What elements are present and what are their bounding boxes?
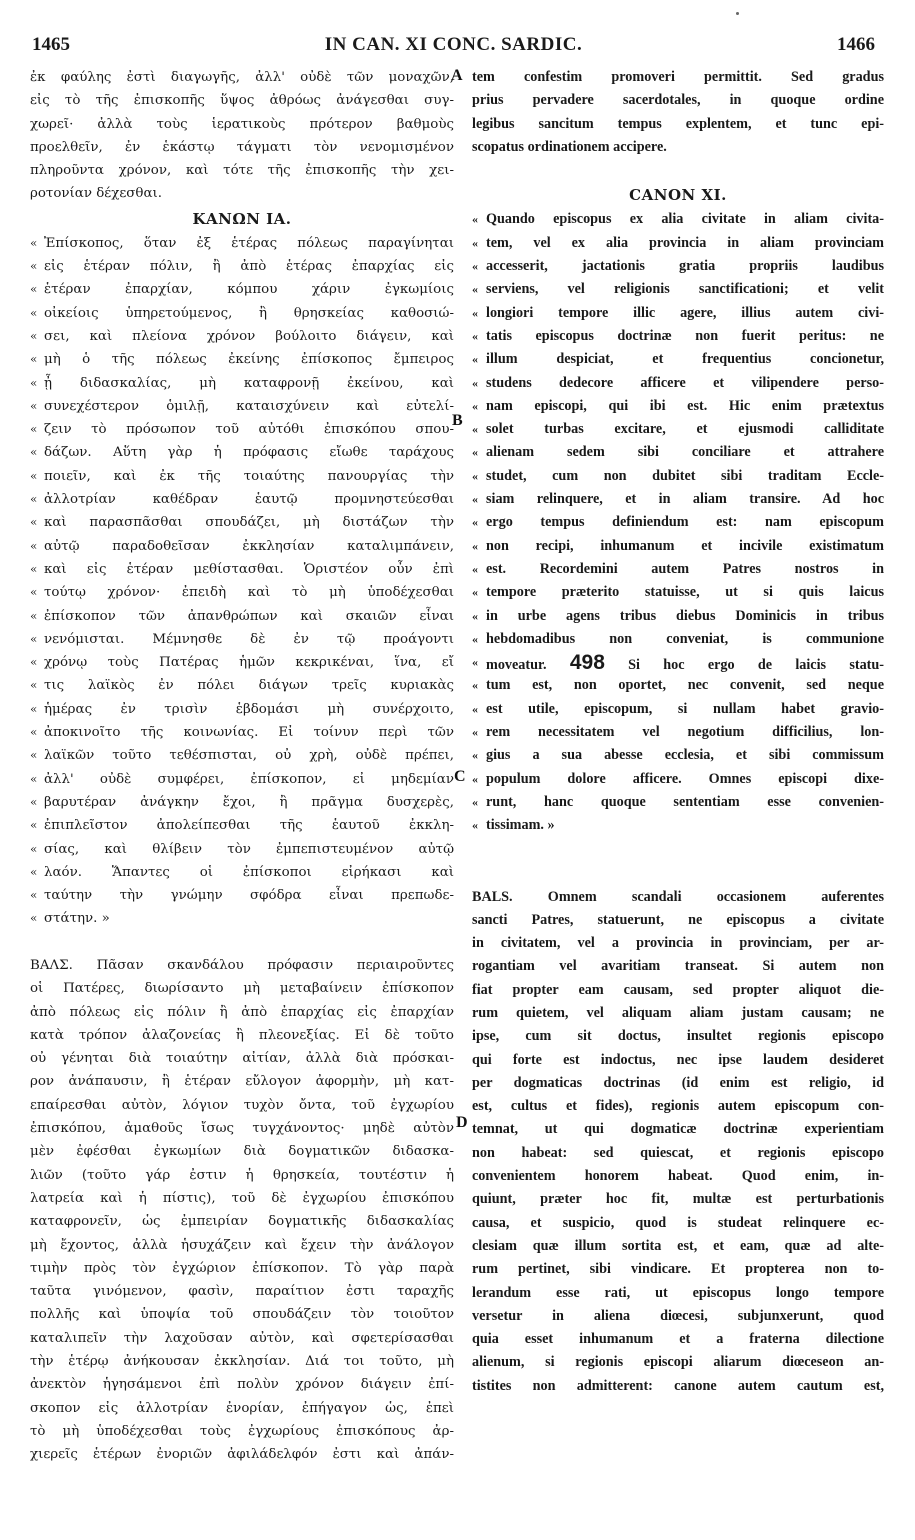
- greek-line: εἰς τὸ τῆς ἐπισκοπῆς ὕψος ἀθρόως ἀνάγεσθαι συγ-: [30, 93, 454, 109]
- greek-commentary-line: μὴ ἔχοντος, ἀλλὰ ἡσυχάζειν καὶ ἔχειν τὴν ἀνάλογον: [30, 1237, 454, 1253]
- latin-commentary-line: in civitatem, vel a provincia in provinciam, per ar-: [472, 935, 884, 952]
- speck: [736, 12, 739, 15]
- greek-canon-line: « στάτην. »: [30, 907, 454, 930]
- latin-commentary-line: quia esset inhumanum et a fraterna dilectione: [472, 1331, 884, 1348]
- latin-intro: [472, 66, 884, 159]
- greek-commentary-line: τὴν ἑτέρῳ ἀνήκουσαν ἐκκλησίαν. Διά τοι τοῦτο, μὴ: [30, 1354, 454, 1370]
- greek-canon-line: « αὐτῷ παραδοθεῖσαν ἐκκλησίαν καταλιμπάνειν,: [30, 535, 454, 558]
- greek-canon-line: « δάζων. Αὕτη γὰρ ἡ πρόφασις εἴωθε ταράχους: [30, 441, 454, 464]
- greek-canon-line: « συνεχέστερον ὁμιλῇ, καταισχύνειν καὶ εὐτελί-: [30, 395, 454, 418]
- greek-commentary-line: ρον ἀνάπαυσιν, ἢ ἑτέραν εὔλογον ἀφορμὴν, μὴ κατ-: [30, 1074, 454, 1090]
- greek-commentary-line: τιμὴν πρὸς τὸν ἐγχώριον ἐπίσκοπον. Τὸ γὰρ παρὰ: [30, 1260, 454, 1276]
- greek-commentary-line: σκοπον εἰς ἀλλοτρίαν ἐνορίαν, ἐπήγαγον ὡς, ἐπεὶ: [30, 1400, 454, 1416]
- greek-canon-line: « καὶ παρασπᾶσθαι σπουδάζει, μὴ διστάζων τὴν: [30, 511, 454, 534]
- greek-commentary-line: καταλιπεῖν τὴν λαχοῦσαν αὐτὸν, καὶ σφετερίσασθαι: [30, 1330, 454, 1346]
- latin-canon-line: « serviens, vel religionis sanctificationi; et velit: [472, 278, 884, 301]
- greek-line: ροτονίαν δέχεσθαι.: [30, 186, 163, 202]
- greek-canon-line: « ἐπιπλεῖστον ἀπολείπεσθαι τῆς ἑαυτοῦ ἐκκλη-: [30, 814, 454, 837]
- latin-commentary-line: ipse, cum sit doctus, insultet regionis episcopo: [472, 1028, 884, 1045]
- latin-commentary-line: lerandum esse rati, ut episcopus longo tempore: [472, 1284, 884, 1301]
- latin-canon-line: « ergo tempus definiendum est: nam episcopum: [472, 511, 884, 534]
- latin-commentary-line: qui forte est indoctus, nec ipse laudem desideret: [472, 1051, 884, 1068]
- margin-marker-b: B: [452, 412, 463, 429]
- greek-canon-line: « Ἐπίσκοπος, ὅταν ἐξ ἑτέρας πόλεως παραγίνηται: [30, 232, 454, 255]
- greek-canon-line: « εἰς ἑτέραν πόλιν, ἢ ἀπὸ ἑτέρας ἐπαρχίας εἰς: [30, 255, 454, 278]
- greek-canon-line: « ἑτέραν ἐπαρχίαν, κόμπου χάριν ἐγκωμίοις: [30, 278, 454, 301]
- greek-commentary-line: ΒΑΛΣ. Πᾶσαν σκανδάλου πρόφασιν περιαιροῦντες: [30, 957, 454, 973]
- greek-commentary-line: λιῶν (τοῦτο γάρ ἐστιν ἡ θρησκεία, τουτέστιν ἡ: [30, 1167, 454, 1183]
- greek-canon-line: « τούτῳ χρόνον· ἐπειδὴ καὶ τὸ μὴ ὑποδέχεσθαι: [30, 581, 454, 604]
- greek-commentary-line: τὸ μὴ ὑποδέχεσθαι τοὺς ἐγχωρίους ἐπισκόπους ἀρ-: [30, 1423, 454, 1439]
- latin-canon-line: « populum dolore afficere. Omnes episcopi dixe-: [472, 768, 884, 791]
- latin-line-fragment: Si hoc ergo de laicis statu-: [628, 657, 884, 674]
- latin-canon-line: « tum est, non oportet, nec convenit, sed neque: [472, 674, 884, 697]
- latin-line: scopatus ordinationem accipere.: [472, 138, 667, 155]
- latin-canon-line: « est. Recordemini autem Patres nostros in: [472, 558, 884, 581]
- greek-commentary-line: επαίρεσθαι αὐτὸν, λόγιον τυχὸν ὄντα, τοῦ ἐγχωρίου: [30, 1097, 454, 1113]
- greek-line: ἐκ φαύλης ἐστὶ διαγωγῆς, ἀλλ' οὐδὲ τῶν μοναχῶν,: [30, 70, 454, 85]
- latin-canon-line: « hebdomadibus non conveniat, is communione: [472, 628, 884, 651]
- latin-canon-line: « studens dedecore afficere et vilipendere perso-: [472, 372, 884, 395]
- latin-commentary-line: BALS. Omnem scandali occasionem auferentes: [472, 888, 884, 905]
- greek-canon-line: « βαρυτέραν ἀνάγκην ἔχοι, ἢ πρᾶγμα δυσχερὲς,: [30, 791, 454, 814]
- latin-column: [472, 66, 884, 1398]
- latin-commentary-line: versetur in aliena diœcesi, subjunxerunt, quod: [472, 1307, 884, 1324]
- greek-canon-line: « χρόνῳ τοὺς Πατέρας ἡμῶν κεκρικέναι, ἵνα, εἴ: [30, 651, 454, 674]
- spacer: [472, 838, 884, 886]
- greek-canon-line: « καὶ εἰς ἑτέραν μεθίστασθαι. Ὁριστέον οὖν ἐπὶ: [30, 558, 454, 581]
- latin-canon-text-cont: [472, 674, 884, 837]
- latin-canon-line: « rem necessitatem vel negotium difficilius, lon-: [472, 721, 884, 744]
- greek-canon-line: « λαϊκῶν τοῦτο τεθέσπισται, οὐ χρὴ, οὐδὲ πρέπει,: [30, 744, 454, 767]
- greek-canon-line: « λαόν. Ἅπαντες οἱ ἐπίσκοποι εἰρήκασι καὶ: [30, 861, 454, 884]
- column-number: 498: [569, 651, 605, 675]
- greek-canon-line: « ᾖ διδασκαλίας, μὴ καταφρονῇ ἐκείνου, καὶ: [30, 372, 454, 395]
- latin-line-fragment: moveatur.: [486, 657, 547, 674]
- latin-canon-line: « illum despiciat, et frequentius concionetur,: [472, 348, 884, 371]
- greek-commentary-line: λατρεία καὶ ἡ πίστις), τοῦ δὲ ἐγχωρίου ἐπισκόπου: [30, 1190, 454, 1206]
- running-title: IN CAN. XI CONC. SARDIC.: [324, 34, 583, 55]
- greek-column: [30, 66, 454, 1467]
- greek-commentary-line: ἀπὸ πόλεως εἰς πόλιν ἢ ἀπὸ ἐπαρχίας εἰς ἐπαρχίαν: [30, 1004, 454, 1020]
- latin-canon-line: « siam relinquere, et in aliam transire. Ad hoc: [472, 488, 884, 511]
- greek-canon-line: « μὴ ὁ τῆς πόλεως ἐκείνης ἐπίσκοπος ἔμπειρος: [30, 348, 454, 371]
- greek-commentary-line: οἱ Πατέρες, διωρίσαντο μὴ μεταβαίνειν ἐπίσκοπον: [30, 981, 454, 997]
- latin-commentary-line: non habeat: sed quiescat, et regionis episcopo: [472, 1144, 884, 1161]
- latin-canon-line: « runt, hanc quoque sententiam esse convenien-: [472, 791, 884, 814]
- greek-canon-line: « ἀποκινοῖτο τῆς κοινωνίας. Εἰ τοίνυν περὶ τῶν: [30, 721, 454, 744]
- greek-commentary-line: μὲν ἐφέσθαι ἐγκωμίων διὰ δογματικῶν διδασκα-: [30, 1144, 454, 1160]
- greek-canon-line: « σει, καὶ πλείονα χρόνον βούλοιτο διάγειν, καὶ: [30, 325, 454, 348]
- latin-canon-line: « studet, cum non dubitet sibi traditam Eccle-: [472, 465, 884, 488]
- greek-canon-line: « ἐπίσκοπον τῶν ἀπανθρώπων καὶ σκαιῶν εἶναι: [30, 605, 454, 628]
- latin-commentary-line: fiat propter eam causam, sed propter aliquot die-: [472, 981, 884, 998]
- latin-canon-line: « solet turbas excitare, et ejusmodi calliditate: [472, 418, 884, 441]
- latin-canon-line: « tempore præterito statuisse, ut si quis laicus: [472, 581, 884, 604]
- latin-commentary-line: rogantiam vel avaritiam transeat. Si autem non: [472, 958, 884, 975]
- latin-canon-line: « tatis episcopus doctrinæ non fuerit peritus: ne: [472, 325, 884, 348]
- latin-canon-line: « gius a sua abesse ecclesia, et sibi commissum: [472, 744, 884, 767]
- greek-canon-line: « ταύτην τὴν γνώμην σφόδρα εἶναι πρεπωδε-: [30, 884, 454, 907]
- greek-canon-heading: ΚΑΝΩΝ ΙΑ.: [192, 209, 292, 228]
- greek-commentary-line: οὐ γένηται διὰ τοιαύτην αἰτίαν, ἀλλὰ διὰ πρόσκαι-: [30, 1051, 454, 1067]
- greek-canon-line: « τις λαϊκὸς ἐν πόλει διάγων τρεῖς κυριακὰς: [30, 674, 454, 697]
- greek-canon-line: « ζειν τὸ πρόσωπον τοῦ αὐτόθι ἐπισκόπου σπου-: [30, 418, 454, 441]
- greek-line: προελθεῖν, ἐν ἑκάστῳ τάγματι τὸν νενομισμένον: [30, 139, 454, 155]
- page-number-right: 1466: [837, 34, 875, 55]
- spacer: [30, 931, 454, 954]
- running-header: [32, 34, 875, 60]
- greek-commentary-line: χιερεῖς ἑτέρων ἐνοριῶν ἀφιλάδελφόν ἐστι καὶ ἀπάν-: [30, 1447, 454, 1463]
- greek-commentary-line: κατὰ τρόπον ἀλαζονείας ἢ πλεονεξίας. Εἰ δὲ τοῦτο: [30, 1027, 454, 1043]
- latin-line: legibus sancitum tempus explentem, et tunc epi-: [472, 115, 884, 132]
- latin-commentary-line: tistites non admitterent: canone autem cautum est,: [472, 1377, 884, 1394]
- latin-canon-line: « Quando episcopus ex alia civitate in aliam civita-: [472, 208, 884, 231]
- page-number-left: 1465: [32, 34, 70, 55]
- greek-line: πληροῦντα χρόνον, καὶ τότε τῆς ἐπισκοπῆς τὴν χει-: [30, 163, 454, 179]
- latin-line: prius pervadere sacerdotales, in quoque ordine: [472, 92, 884, 109]
- greek-commentary-line: ἀνεκτὸν ἡγησάμενοι ἐπὶ πολὺν χρόνον διάγειν ἐπί-: [30, 1377, 454, 1393]
- latin-commentary-line: causa, et suspicio, quod is studeat relinquere ec-: [472, 1214, 884, 1231]
- margin-marker-c: C: [454, 768, 466, 785]
- latin-canon-line: « non recipi, inhumanum et incivile existimatum: [472, 535, 884, 558]
- greek-commentary-line: ταῦτα γινόμενον, φασὶν, παραίτιον ἐστι ταραχῆς: [30, 1284, 454, 1300]
- latin-canon-line: « est utile, episcopum, si nullam habet gravio-: [472, 698, 884, 721]
- greek-commentary-line: πολλῆς καὶ ὑποψία τοῦ σπουδάζειν τὸν τοιοῦτον: [30, 1307, 454, 1323]
- greek-canon-line: « ποιεῖν, καὶ ἐκ τῆς τοιαύτης πανουργίας τὴν: [30, 465, 454, 488]
- margin-marker-a: A: [451, 67, 463, 84]
- latin-canon-line: « tissimam. »: [472, 814, 884, 837]
- latin-commentary-line: est, cultus et fides), regionis autem episcopum con-: [472, 1098, 884, 1115]
- greek-line: χωρεῖ· ἀλλὰ τοὺς ἱερατικοὺς πρότερον βαθμοὺς: [30, 116, 454, 132]
- latin-canon-line: « tem, vel ex alia provincia in aliam provinciam: [472, 232, 884, 255]
- spacer: [472, 159, 884, 182]
- latin-canon-line: « longiori tempore illic agere, illius autem civi-: [472, 302, 884, 325]
- greek-commentary-line: καταφρονεῖν, ὡς ἐμπειρίαν δογματικῆς διδασκαλίας: [30, 1214, 454, 1230]
- latin-canon-line: « in urbe agens tribus diebus Dominicis in tribus: [472, 605, 884, 628]
- latin-commentary-line: clesiam quæ illum sortita est, et eam, quæ ad alte-: [472, 1237, 884, 1254]
- latin-commentary: [472, 886, 884, 1399]
- latin-commentary-line: convenientem honorem habeat. Quod enim, in-: [472, 1168, 884, 1185]
- latin-line: tem confestim promoveri permittit. Sed gradus: [472, 69, 884, 85]
- latin-commentary-line: quiunt, præter hoc fit, multæ est perturbationis: [472, 1191, 884, 1208]
- latin-commentary-line: rum quietem, vel aliquam aliam justam causam; ne: [472, 1004, 884, 1021]
- latin-canon-line: « accesserit, jactationis gratia propriis laudibus: [472, 255, 884, 278]
- margin-marker-d: D: [456, 1114, 468, 1131]
- latin-canon-text: [472, 208, 884, 651]
- greek-canon-line: « ἀλλοτρίαν καθέδραν ἑαυτῷ προμνηστεύεσθαι: [30, 488, 454, 511]
- greek-commentary: [30, 954, 454, 1467]
- greek-canon-text: [30, 232, 454, 931]
- greek-intro: [30, 66, 454, 206]
- latin-commentary-line: per dogmaticas doctrinas (id enim est religio, id: [472, 1074, 884, 1091]
- latin-canon-heading: CANON XI.: [629, 186, 727, 205]
- greek-commentary-line: ἐπισκόπου, ἀμαθοῦς ἴσως τυγχάνοντος· μηδὲ αὐτὸν: [30, 1121, 454, 1137]
- greek-canon-line: « σίας, καὶ θλίβειν τὸν ἐμπεπιστευμένον αὐτῷ: [30, 838, 454, 861]
- greek-canon-line: « ἀλλ' οὐδὲ συμφέρει, ἐπίσκοπον, εἰ μηδεμίαν: [30, 768, 454, 791]
- greek-canon-line: « οἰκείοις ὑπηρετούμενος, ἢ θρησκείας καθοσιώ-: [30, 302, 454, 325]
- latin-commentary-line: sancti Patres, statuerunt, ne episcopus a civitate: [472, 911, 884, 928]
- latin-canon-line: « alienam sedem sibi conciliare et attrahere: [472, 441, 884, 464]
- greek-canon-line: « νενόμισται. Μέμνησθε δὲ ἐν τῷ προάγοντι: [30, 628, 454, 651]
- latin-canon-line: « nam episcopi, qui ibi est. Hic enim prætextus: [472, 395, 884, 418]
- greek-canon-line: « ἡμέρας ἐν τρισὶν ἑβδομάσι μὴ συνέρχοιτο,: [30, 698, 454, 721]
- latin-canon-line: [472, 651, 884, 674]
- latin-commentary-line: alienum, si regionis episcopi aliarum diœceseon an-: [472, 1354, 884, 1371]
- latin-commentary-line: rum pertinet, sibi vindicare. Et propterea non to-: [472, 1261, 884, 1278]
- latin-commentary-line: temnat, ut qui dogmaticæ doctrinæ experientiam: [472, 1121, 884, 1138]
